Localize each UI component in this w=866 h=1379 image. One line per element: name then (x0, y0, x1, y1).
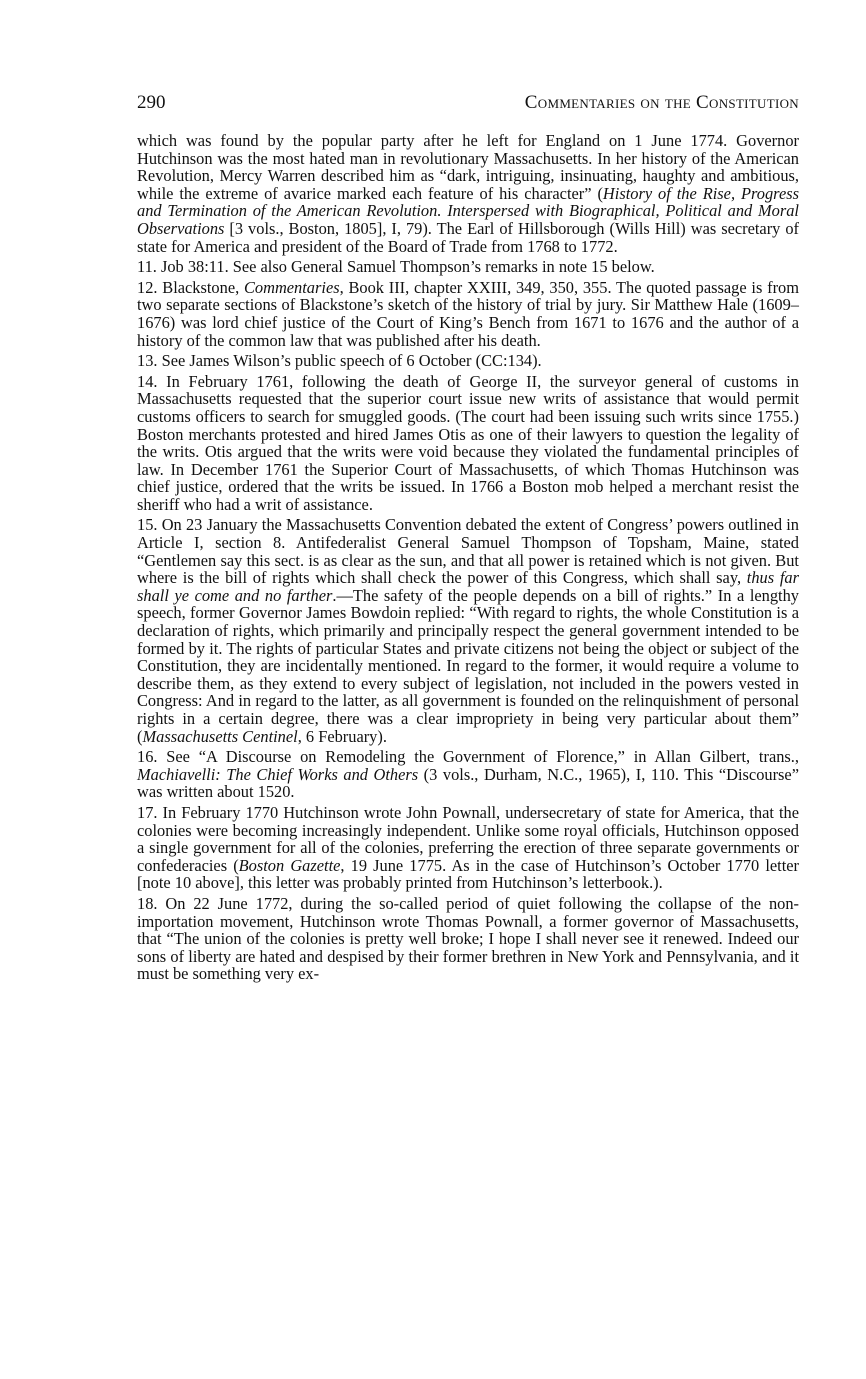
running-head (137, 92, 799, 132)
note-italic-title: Massachusetts Centinel (142, 726, 298, 746)
note-text: , 19 June 1775. As in the case of Hutchinson’s October 1770 letter [note 10 above], this letter was probably printed from Hutchinson’s letterbook.). (137, 855, 799, 893)
note-italic-title: History of the Rise, Progress and Termination of the American Revolution. Interspersed with Biographical, Political and Moral Observations (137, 183, 799, 238)
note-10-continuation (137, 132, 799, 255)
note-text: (3 vols., Durham, N.C., 1965), I, 110. This “Discourse” was written about 1520. (137, 764, 799, 802)
note-italic-quote: thus far shall ye come and no farther (137, 568, 799, 605)
note-text: 12. Blackstone, (137, 277, 244, 297)
note-text: 17. In February 1770 Hutchinson wrote John Pownall, undersecretary of state for America, that the colonies were becoming increasingly independent. Unlike some royal officials, Hutchinson opposed a single government for all of the colonies, preferring the erection of three separate governments or confederacies ( (137, 802, 799, 875)
note-14: 14. In February 1761, following the death of George II, the surveyor general of customs in Massachusetts requested that the superior court issue new writs of assistance that would permit customs officers to search for smuggled goods. (The court had been issuing such writs since 1755.) Boston merchants protested and hired James Otis as one of their lawyers to question the legality of the writs. Otis argued that the writs were void because they violated the fundamental principles of law. In December 1761 the Superior Court of Massachusetts, of which Thomas Hutchinson was chief justice, ordered that the writs be issued. In 1766 a Boston mob helped a merchant resist the sheriff who had a writ of assistance. (137, 371, 799, 514)
note-text: which was found by the popular party after he left for England on 1 June 1774. Governor Hutchinson was the most hated man in revolutionary Massachusetts. In her history of the American Revolution, Mercy Warren described him as “dark, intriguing, insinuating, haughty and ambitious, while the extreme of avarice marked each feature of his character” ( (137, 131, 799, 203)
note-text: , Book III, chapter XXIII, 349, 350, 355. The quoted passage is from two separate sections of Blackstone’s sketch of the history of trial by jury. Sir Matthew Hale (1609–1676) was lord chief justice of the Court of King’s Bench from 1671 to 1676 and the author of a history of the common law that was published after his death. (137, 277, 799, 350)
note-italic-title: Machiavelli: The Chief Works and Others (137, 764, 419, 784)
note-13: 13. See James Wilson’s public speech of 6 October (CC:134). (137, 351, 542, 371)
note-18: 18. On 22 June 1772, during the so-called period of quiet following the collapse of the non-importation movement, Hutchinson wrote Thomas Pownall, a former governor of Massachusetts, that “The union of the colonies is pretty well broke; I hope I shall never see it renewed. Indeed our sons of liberty are hated and despised by their former brethren in New York and Pennsylvania, and it must be something very ex- (137, 893, 799, 984)
note-text: .—The safety of the people depends on a bill of rights.” In a lengthy speech, former Governor James Bowdoin replied: “With regard to rights, the whole Constitution is a declaration of rights, which primarily and principally respect the general government intended to be formed by it. The rights of particular States and private citizens not being the object or subject of the Constitution, they are incidentally mentioned. In regard to the former, it would require a volume to describe them, as they extend to every subject of legislation, not included in the powers vested in Congress: And in regard to the latter, as all government is founded on the relinquishment of personal rights in a certain degree, there was a clear impropriety in being very particular about them” ( (137, 585, 799, 746)
note-12 (137, 279, 799, 349)
note-text: 15. On 23 January the Massachusetts Convention debated the extent of Congress’ powers outlined in Article I, section 8. Antifederalist General Samuel Thompson of Topsham, Maine, stated “Gentlemen say this sect. is as clear as the sun, and that all power is retained which is not given. But where is the bill of rights which shall check the power of this Congress, which shall say, (137, 515, 799, 588)
page-number: 290 (137, 92, 166, 113)
running-title: Commentaries on the Constitution (524, 92, 799, 113)
document-page (137, 92, 799, 986)
note-text: , 6 February). (297, 726, 387, 746)
note-italic-title: Boston Gazette (238, 855, 341, 875)
endnotes (137, 132, 799, 983)
note-italic-title: Commentaries (243, 277, 340, 297)
note-15 (137, 516, 799, 745)
note-text: [3 vols., Boston, 1805], I, 79). The Earl of Hillsborough (Wills Hill) was secretary of state for America and president of the Board of Trade from 1768 to 1772. (137, 218, 799, 256)
note-11: 11. Job 38:11. See also General Samuel Thompson’s remarks in note 15 below. (137, 257, 655, 277)
note-17 (137, 804, 799, 892)
note-text: 16. See “A Discourse on Remodeling the Government of Florence,” in Allan Gilbert, trans., (137, 747, 799, 767)
note-16 (137, 748, 799, 801)
